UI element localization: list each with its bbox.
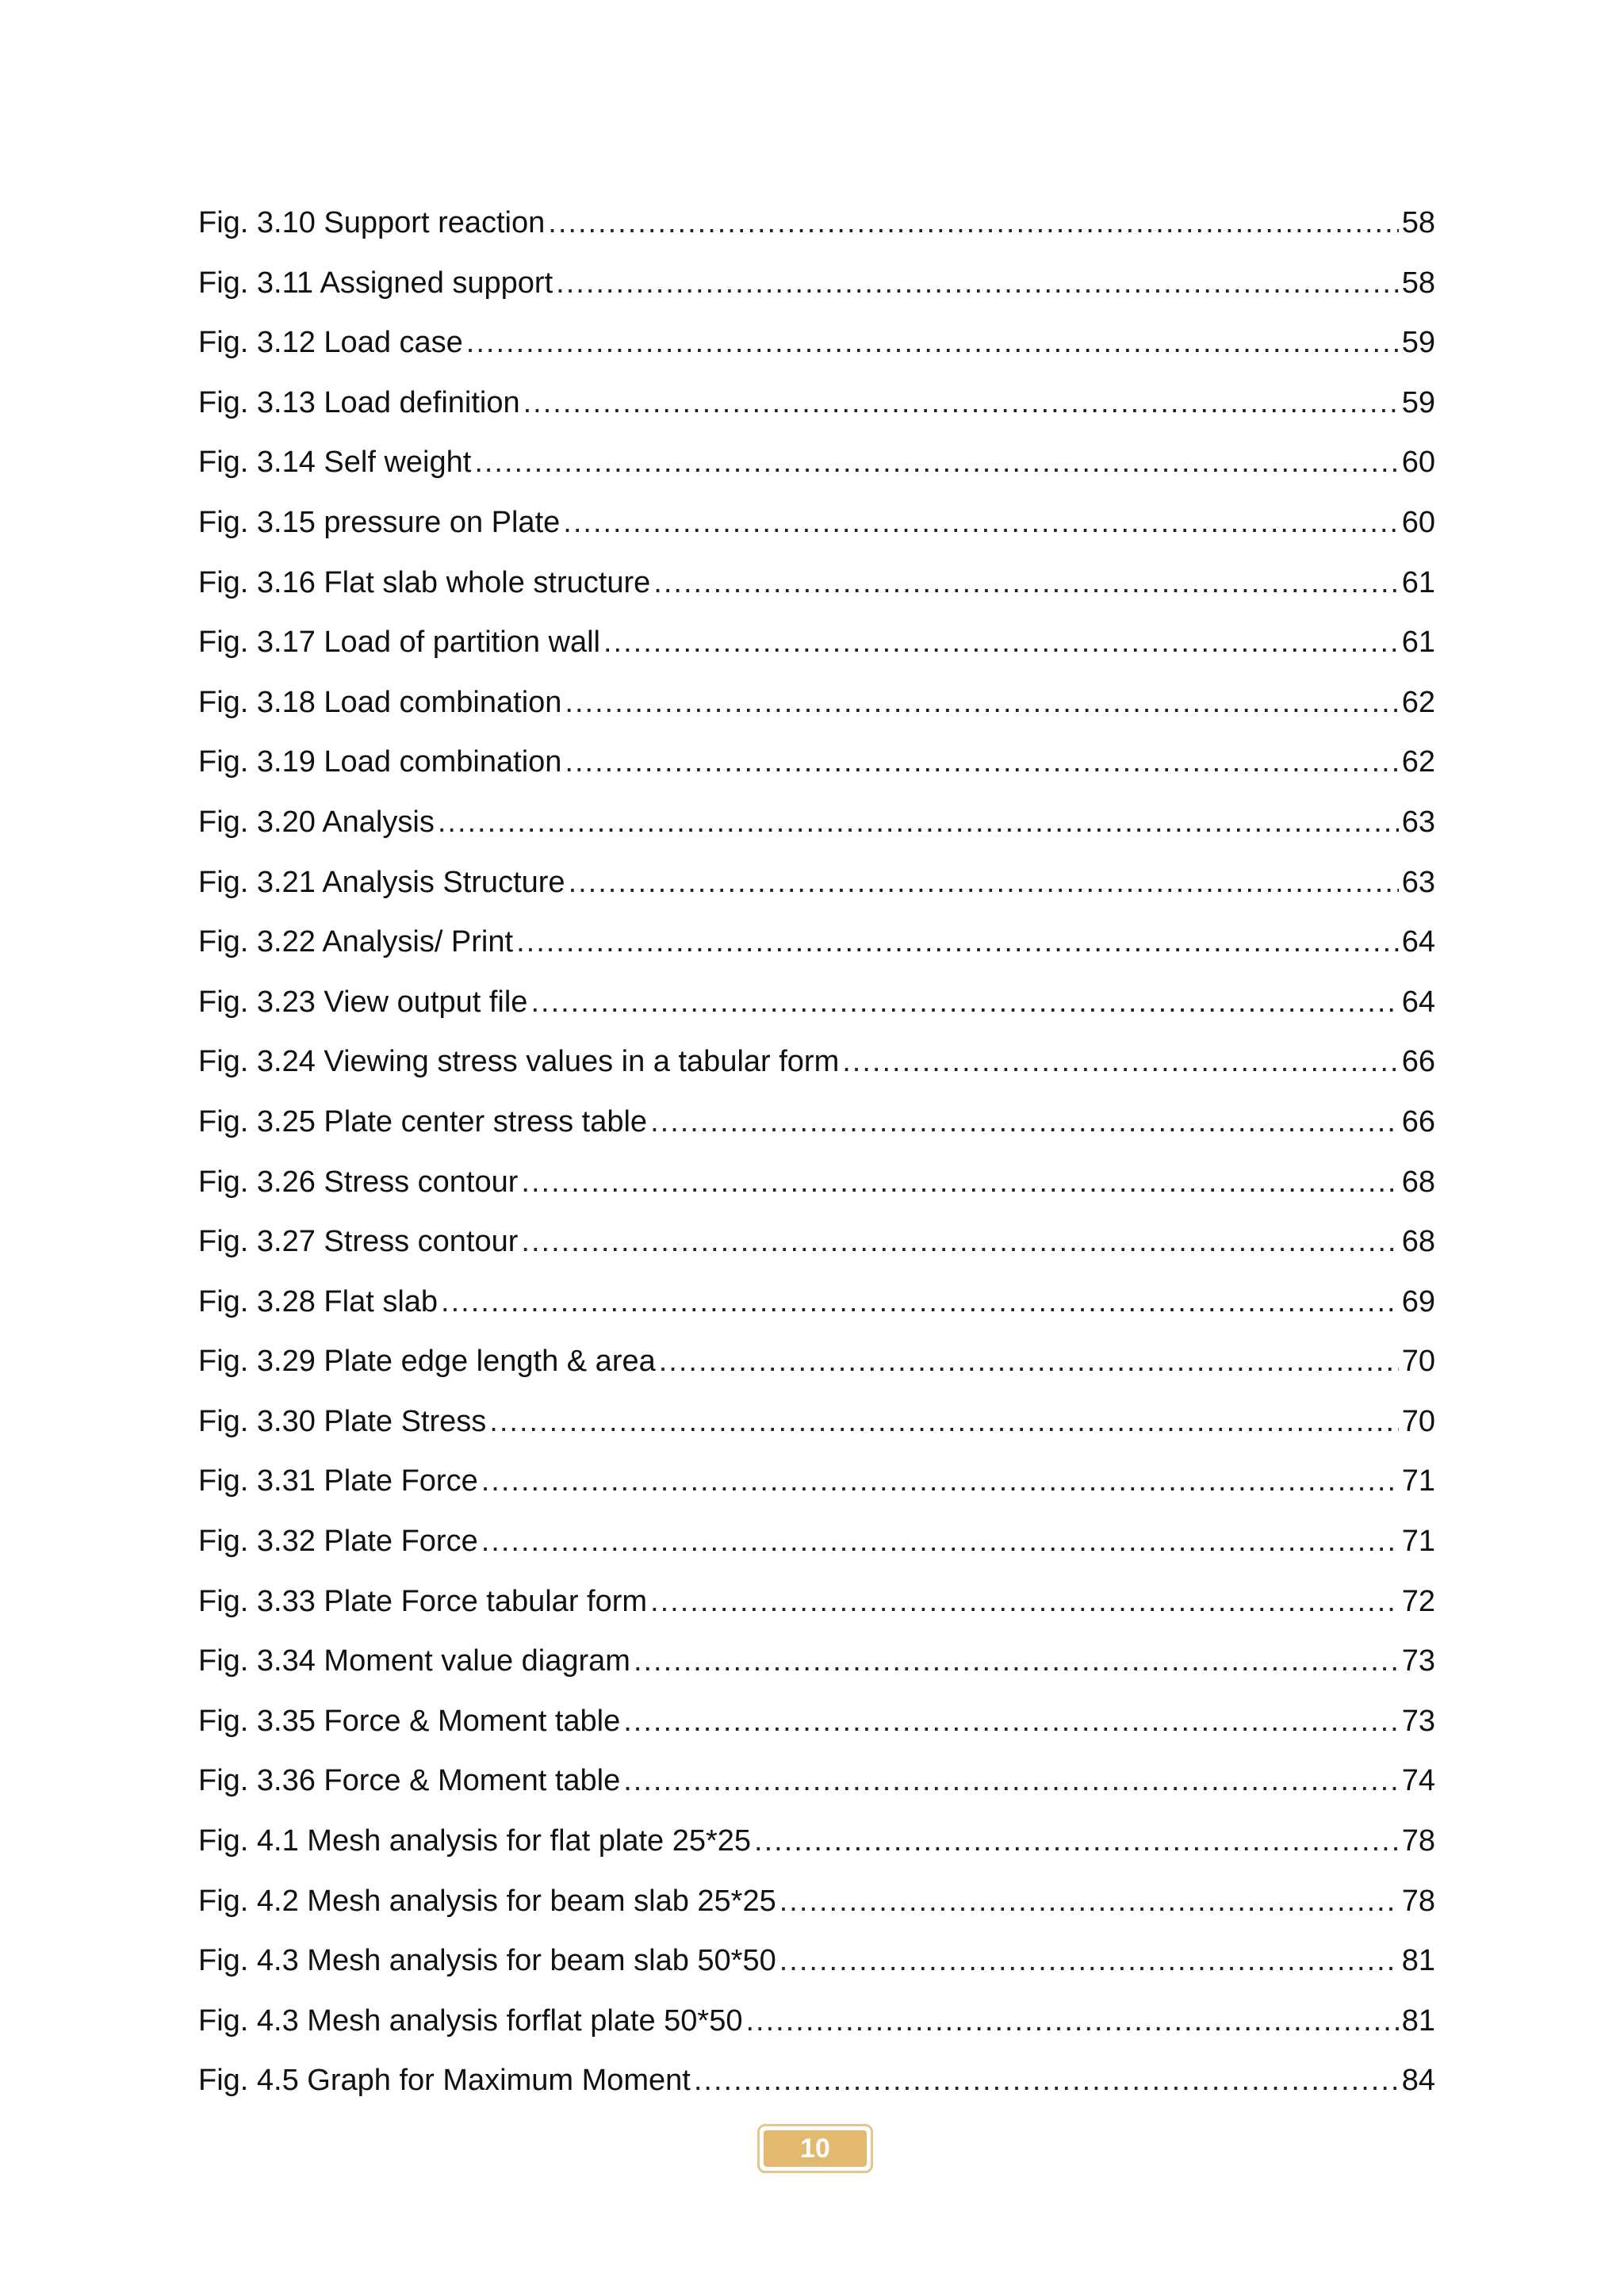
dot-leader — [650, 1572, 1399, 1632]
toc-entry-title: Fig. 3.30 Plate Stress — [198, 1404, 487, 1438]
dot-leader — [438, 793, 1399, 853]
toc-entry-title: Fig. 3.18 Load combination — [198, 685, 562, 719]
toc-entry[interactable] — [198, 1032, 1435, 1093]
toc-entry-page: 60 — [1401, 505, 1435, 539]
toc-entry[interactable] — [198, 1212, 1435, 1272]
dot-leader — [653, 553, 1398, 614]
toc-entry-title: Fig. 3.23 View output file — [198, 985, 528, 1019]
toc-entry-title: Fig. 3.36 Force & Moment table — [198, 1764, 621, 1798]
dot-leader — [441, 1272, 1399, 1333]
toc-entry-page: 81 — [1401, 1944, 1435, 1978]
dot-leader — [516, 913, 1399, 973]
toc-entry-title: Fig. 3.13 Load definition — [198, 385, 520, 419]
toc-entry[interactable] — [198, 1093, 1435, 1153]
toc-entry-title: Fig. 4.3 Mesh analysis for beam slab 50*50 — [198, 1944, 776, 1978]
dot-leader — [779, 1872, 1399, 1932]
toc-entry-page: 68 — [1401, 1225, 1435, 1259]
toc-entry-page: 64 — [1401, 985, 1435, 1019]
toc-entry[interactable] — [198, 1572, 1435, 1632]
toc-entry-page: 74 — [1401, 1764, 1435, 1798]
toc-entry-page: 71 — [1401, 1525, 1435, 1559]
dot-leader — [523, 373, 1399, 434]
toc-entry-page: 66 — [1401, 1104, 1435, 1138]
dot-leader — [650, 1093, 1399, 1153]
dot-leader — [694, 2051, 1399, 2111]
toc-entry-page: 84 — [1401, 2064, 1435, 2098]
toc-entry-title: Fig. 3.21 Analysis Structure — [198, 865, 565, 899]
toc-entry-title: Fig. 3.27 Stress contour — [198, 1225, 519, 1259]
dot-leader — [548, 193, 1398, 254]
dot-leader — [521, 1212, 1398, 1272]
toc-entry-title: Fig. 4.2 Mesh analysis for beam slab 25*25 — [198, 1884, 776, 1918]
toc-entry[interactable] — [198, 254, 1435, 314]
toc-entry-title: Fig. 3.31 Plate Force — [198, 1464, 478, 1498]
dot-leader — [659, 1332, 1399, 1392]
dot-leader — [466, 313, 1399, 373]
dot-leader — [842, 1032, 1398, 1093]
dot-leader — [623, 1751, 1398, 1812]
toc-entry-title: Fig. 4.5 Graph for Maximum Moment — [198, 2064, 691, 2098]
toc-entry-page: 61 — [1401, 565, 1435, 599]
toc-entry-page: 78 — [1401, 1824, 1435, 1858]
toc-entry[interactable] — [198, 1392, 1435, 1452]
toc-entry-page: 78 — [1401, 1884, 1435, 1918]
toc-entry-page: 64 — [1401, 925, 1435, 959]
toc-entry-page: 70 — [1401, 1404, 1435, 1438]
toc-entry-title: Fig. 3.12 Load case — [198, 326, 463, 360]
dot-leader — [603, 613, 1399, 673]
toc-entry-page: 61 — [1401, 626, 1435, 660]
dot-leader — [569, 853, 1399, 913]
toc-entry-page: 63 — [1401, 865, 1435, 899]
toc-entry-page: 71 — [1401, 1464, 1435, 1498]
dot-leader — [481, 1512, 1399, 1572]
toc-entry-page: 58 — [1401, 206, 1435, 239]
page-number-badge — [757, 2124, 873, 2173]
toc-entry-page: 62 — [1401, 745, 1435, 779]
toc-entry-title: Fig. 4.1 Mesh analysis for flat plate 25*25 — [198, 1824, 752, 1858]
toc-entry-title: Fig. 3.28 Flat slab — [198, 1284, 439, 1318]
toc-entry-title: Fig. 3.34 Moment value diagram — [198, 1644, 630, 1678]
dot-leader — [521, 1153, 1398, 1213]
toc-entry-title: Fig. 4.3 Mesh analysis forflat plate 50*50 — [198, 2003, 743, 2038]
toc-entry-title: Fig. 3.25 Plate center stress table — [198, 1104, 648, 1138]
toc-entry-page: 66 — [1401, 1045, 1435, 1079]
dot-leader — [530, 973, 1398, 1033]
toc-entry-page: 70 — [1401, 1345, 1435, 1379]
toc-entry[interactable] — [198, 1931, 1435, 1992]
toc-entry-title: Fig. 3.29 Plate edge length & area — [198, 1345, 656, 1379]
toc-entry-page: 73 — [1401, 1644, 1435, 1678]
dot-leader — [489, 1392, 1398, 1452]
toc-entry[interactable] — [198, 1992, 1435, 2052]
toc-entry[interactable] — [198, 1751, 1435, 1812]
toc-entry-title: Fig. 3.20 Analysis — [198, 805, 435, 839]
toc-entry[interactable] — [198, 853, 1435, 913]
toc-entry[interactable] — [198, 1812, 1435, 1872]
dot-leader — [474, 433, 1398, 493]
toc-entry-title: Fig. 3.10 Support reaction — [198, 206, 546, 239]
toc-entry[interactable] — [198, 373, 1435, 434]
toc-entry-title: Fig. 3.33 Plate Force tabular form — [198, 1584, 648, 1618]
toc-entry-title: Fig. 3.19 Load combination — [198, 745, 562, 779]
toc-entry[interactable] — [198, 1452, 1435, 1512]
toc-entry[interactable] — [198, 1632, 1435, 1692]
toc-entry[interactable] — [198, 1153, 1435, 1213]
toc-entry-title: Fig. 3.26 Stress contour — [198, 1165, 519, 1199]
toc-entry-page: 59 — [1401, 326, 1435, 360]
toc-entry-title: Fig. 3.22 Analysis/ Print — [198, 925, 514, 959]
dot-leader — [779, 1931, 1399, 1992]
dot-leader — [754, 1812, 1399, 1872]
dot-leader — [746, 1992, 1399, 2052]
toc-entry-title: Fig. 3.15 pressure on Plate — [198, 505, 561, 539]
toc-entry[interactable] — [198, 313, 1435, 373]
toc-entry[interactable] — [198, 493, 1435, 553]
toc-entry[interactable] — [198, 1332, 1435, 1392]
toc-entry[interactable] — [198, 1512, 1435, 1572]
toc-entry-page: 63 — [1401, 805, 1435, 839]
toc-entry-page: 59 — [1401, 385, 1435, 419]
toc-entry[interactable] — [198, 793, 1435, 853]
dot-leader — [556, 254, 1399, 314]
toc-entry[interactable] — [198, 613, 1435, 673]
toc-entry-title: Fig. 3.16 Flat slab whole structure — [198, 565, 651, 599]
toc-entry-page: 81 — [1401, 2003, 1435, 2038]
toc-entry[interactable] — [198, 1872, 1435, 1932]
toc-entry-page: 69 — [1401, 1284, 1435, 1318]
toc-entry-page: 72 — [1401, 1584, 1435, 1618]
toc-entry-title: Fig. 3.35 Force & Moment table — [198, 1704, 621, 1738]
toc-entry[interactable] — [198, 433, 1435, 493]
toc-entry-page: 58 — [1401, 266, 1435, 300]
toc-entry-page: 62 — [1401, 685, 1435, 719]
toc-entry[interactable] — [198, 1692, 1435, 1752]
dot-leader — [634, 1632, 1399, 1692]
toc-entry-page: 68 — [1401, 1165, 1435, 1199]
dot-leader — [563, 493, 1398, 553]
toc-entry[interactable] — [198, 1272, 1435, 1333]
toc-entry[interactable] — [198, 973, 1435, 1033]
toc-entry[interactable] — [198, 193, 1435, 254]
toc-entry[interactable] — [198, 913, 1435, 973]
toc-entry-title: Fig. 3.14 Self weight — [198, 446, 472, 480]
toc-entry[interactable] — [198, 2051, 1435, 2111]
dot-leader — [565, 673, 1398, 733]
dot-leader — [565, 733, 1398, 793]
toc-entry-page: 73 — [1401, 1704, 1435, 1738]
dot-leader — [623, 1692, 1398, 1752]
dot-leader — [481, 1452, 1399, 1512]
toc-entry[interactable] — [198, 733, 1435, 793]
toc-entry-page: 60 — [1401, 446, 1435, 480]
list-of-figures — [198, 193, 1435, 2111]
toc-entry-title: Fig. 3.11 Assigned support — [198, 266, 553, 300]
toc-entry[interactable] — [198, 673, 1435, 733]
toc-entry-title: Fig. 3.17 Load of partition wall — [198, 626, 600, 660]
toc-entry-title: Fig. 3.24 Viewing stress values in a tabular form — [198, 1045, 840, 1079]
toc-entry[interactable] — [198, 553, 1435, 614]
page-number: 10 — [764, 2130, 867, 2167]
toc-entry-title: Fig. 3.32 Plate Force — [198, 1525, 478, 1559]
